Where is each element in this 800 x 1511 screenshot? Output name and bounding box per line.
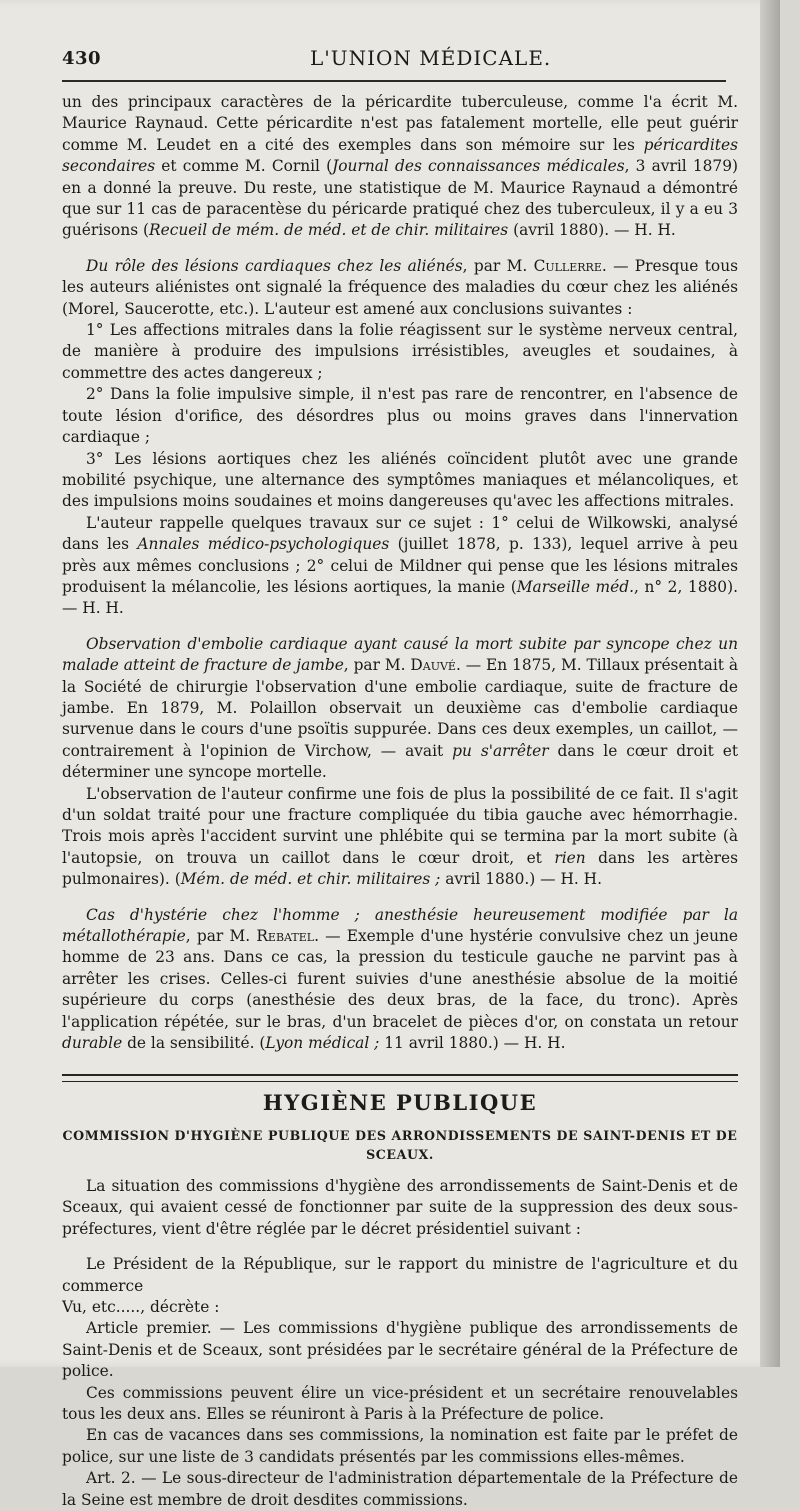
cited-journal: Journal des connaissances médicales: [332, 157, 625, 176]
decree-paragraph-2: Ces commissions peuvent élire un vice-président et un secrétaire renouvelables tous les deux ans. Elles se réuniront à Paris à la Préfecture de police.: [62, 1383, 738, 1423]
header-rule: [62, 80, 726, 82]
review-author: Dauvé: [410, 656, 456, 675]
decree-paragraph-3: En cas de vacances dans ses commissions, la nomination est faite par le préfet de police, sur une liste de 3 candidats présentés par les commissions elles-mêmes.: [62, 1426, 738, 1466]
review-dauve-observation: L'observation de l'auteur confirme une fois de plus la possibilité de ce fait. Il s'agit d'un soldat traité pour une fracture compliquée du tibia gauche avec hémorrhagie. Trois mois après l'accident survint une phlébite qui se termina par la mort subite (à l'autopsie, on trouva un caillot dans le cœur droit, et rien dans les artères pulmonaires). (Mém. de méd. et chir. militaires ; avril 1880.) — H. H.: [62, 784, 738, 889]
review-title: Observation d'embolie cardiaque ayant causé la mort subite par syncope chez un malade atteint de fracture de jambe: [62, 634, 738, 675]
article-continuation: un des principaux caractères de la péricardite tuberculeuse, comme l'a écrit M. Maurice Raynaud. Cette péricardite n'est pas fatalement mortelle, elle peut guérir comme M. Leudet en a cité des exemples dans son mémoire sur les péricardites secondaires et comme M. Cornil (Journal des connaissances médicales, 3 avril 1879) en a donné la preuve. Du reste, une statistique de M. Maurice Raynaud a démontré que sur 11 cas de paracentèse du péricarde pratiqué chez des tuberculeux, il y a eu 3 guérisons (Recueil de mém. de méd. et de chir. militaires (avril 1880). — H. H.: [62, 93, 738, 240]
conclusion-1: 1° Les affections mitrales dans la folie réagissent sur le système nerveux central, de manière à produire des impulsions irrésistibles, aveugles et soudaines, à commettre des actes dangereux ;: [62, 321, 738, 382]
page-body: [62, 92, 738, 1511]
decree-article-1: Article premier. — Les commissions d'hygiène publique des arrondissements de Saint-Denis et de Sceaux, sont présidées par le secrétaire général de la Préfecture de police.: [62, 1319, 738, 1381]
decree-article-2: Art. 2. — Le sous-directeur de l'administration départementale de la Préfecture de la Seine est membre de droit desdites commissions.: [62, 1469, 738, 1509]
review-rebatel: Cas d'hystérie chez l'homme ; anesthésie heureusement modifiée par la métallothérapie, par M. Rebatel. — Exemple d'une hystérie convulsive chez un jeune homme de 23 ans. Dans ce cas, la pression du testicule gauche ne parvint pas à arrêter les crises. Celles-ci furent suivies d'une anesthésie absolue de la moitié supérieure du corps (anesthésie des deux bras, de la face, du tronc). Après l'application répétée, sur le bras, d'un bracelet de pièces d'or, on constata un retour durable de la sensibilité. (Lyon médical ; 11 avril 1880.) — H. H.: [62, 905, 738, 1053]
subsection-title: COMMISSION D'HYGIÈNE PUBLIQUE DES ARRONDISSEMENTS DE SAINT-DENIS ET DE SCEAUX.: [62, 1127, 738, 1162]
cited-source: Marseille méd.: [516, 577, 634, 596]
section-title: HYGIÈNE PUBLIQUE: [262, 1090, 538, 1116]
page-number: 430: [62, 48, 102, 69]
cited-source: Mém. de méd. et chir. militaires ;: [180, 870, 441, 889]
review-title: Cas d'hystérie chez l'homme ; anesthésie heureusement modifiée par la métallothérapie: [62, 905, 738, 946]
conclusion-2: 2° Dans la folie impulsive simple, il n'est pas rare de rencontrer, en l'absence de toute lésion d'orifice, des désordres plus ou moins graves dans l'innervation cardiaque ;: [62, 385, 738, 447]
review-title: Du rôle des lésions cardiaques chez les aliénés: [86, 256, 463, 275]
conclusion-3: 3° Les lésions aortiques chez les aliénés coïncident plutôt avec une grande mobilité psychique, une alternance des symptômes maniaques et mélancoliques, et des impulsions moins soudaines et moins dangereuses qu'avec les affections mitrales.: [62, 449, 738, 511]
running-title: L'UNION MÉDICALE.: [310, 46, 552, 70]
page-edge-shadow: [760, 0, 780, 1367]
section-divider: [62, 1074, 738, 1082]
review-cullerre: Du rôle des lésions cardiaques chez les aliénés, par M. Cullerre. — Presque tous les auteurs aliénistes ont signalé la fréquence des maladies du cœur chez les aliénés (Morel, Saucerotte, etc.). L'auteur est amené aux conclusions suivantes :: [62, 256, 738, 318]
decree-vu: Vu, etc....., décrète :: [62, 1297, 220, 1316]
decree-intro: Le Président de la République, sur le rapport du ministre de l'agriculture et du commerce: [62, 1255, 738, 1295]
cited-source: Annales médico-psychologiques: [137, 535, 390, 554]
cited-source: Lyon médical ;: [265, 1034, 380, 1053]
review-dauve: Observation d'embolie cardiaque ayant causé la mort subite par syncope chez un malade atteint de fracture de jambe, par M. Dauvé. — En 1875, M. Tillaux présentait à la Société de chirurgie l'observation d'une embolie cardiaque, suite de fracture de jambe. En 1879, M. Polaillon observait un deuxième cas d'embolie cardiaque survenue dans le cours d'une psoïtis suppurée. Dans ces deux exemples, un caillot, — contrairement à l'opinion de Virchow, — avait pu s'arrêter dans le cœur droit et déterminer une syncope mortelle.: [62, 634, 739, 782]
cited-title: péricardites secondaires: [62, 135, 738, 176]
running-header: [62, 44, 722, 76]
hygiene-intro: La situation des commissions d'hygiène des arrondissements de Saint-Denis et de Sceaux, qui avaient cessé de fonctionner par suite de la suppression des deux sous-préfectures, vient d'être réglée par le décret présidentiel suivant :: [62, 1176, 738, 1238]
review-author: Rebatel: [256, 927, 315, 946]
review-closing: L'auteur rappelle quelques travaux sur ce sujet : 1° celui de Wilkowski, analysé dans les Annales médico-psychologiques (juillet 1878, p. 133), lequel arrive à peu près aux mêmes conclusions ; 2° celui de Mildner qui pense que les lésions mitrales produisent la mélancolie, les lésions aortiques, la manie (Marseille méd., n° 2, 1880). — H. H.: [62, 513, 738, 618]
review-author: Cullerre: [533, 256, 602, 275]
cited-source: Recueil de mém. de méd. et de chir. militaires: [149, 221, 509, 240]
